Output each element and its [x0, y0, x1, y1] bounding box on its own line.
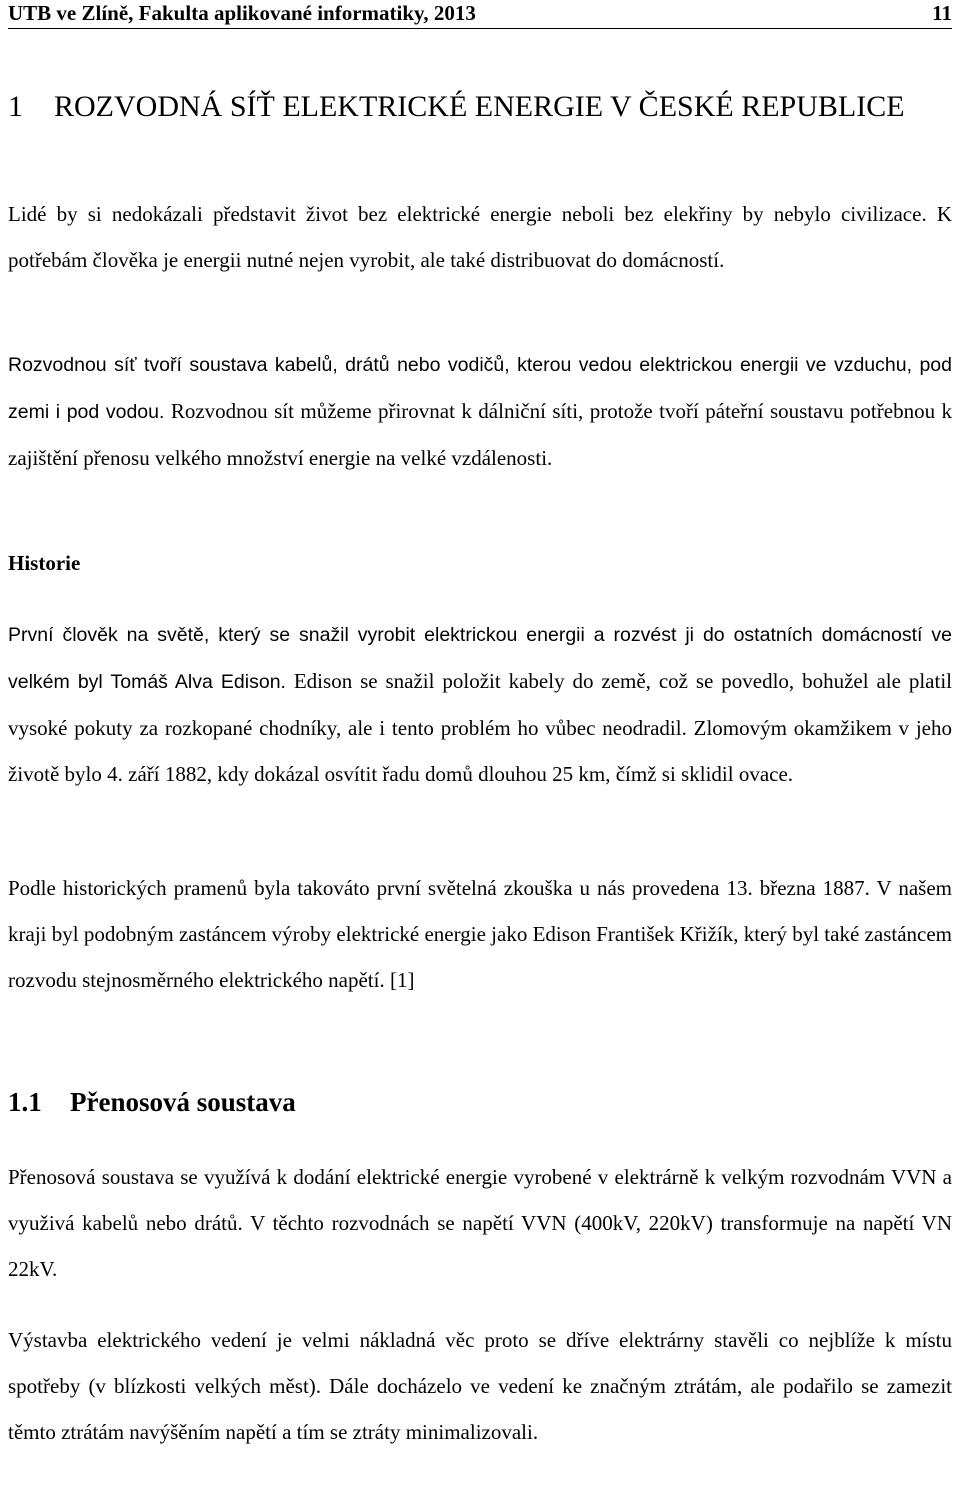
paragraph-intro-1: Lidé by si nedokázali představit život bez elektrické energie neboli bez elekřiny by nebylo civilizace. K potřebám člověka je energii nutné nejen vyrobit, ale také distribuovat do domácností. — [8, 202, 952, 272]
running-header — [8, 0, 952, 29]
paragraph-history-2: Podle historických pramenů byla takováto první světelná zkouška u nás provedena 13. března 1887. V našem kraji byl podobným zastáncem výroby elektrické energie jako Edison František Křižík, který byl také zastáncem rozvodu stejnosměrného elektrického napětí. [1] — [8, 876, 952, 992]
header-title: UTB ve Zlíně, Fakulta aplikované informatiky, 2013 — [8, 1, 476, 25]
paragraph-intro-2-part-2: Rozvodnou sít můžeme přirovnat k dálniční síti, protože tvoří páteřní soustavu potřebnou k zajištění přenosu velkého množství energie na velké vzdálenosti. — [8, 399, 953, 470]
paragraph-intro-2-part-1: Rozvodnou síť tvoří soustava kabelů, drátů nebo vodičů, kterou vedou elektrickou energii ve vzduchu, pod zemi i pod vodou. — [8, 354, 952, 423]
paragraph-transmission-2: Výstavba elektrického vedení je velmi nákladná věc proto se dříve elektrárny stavěli co nejblíže k místu spotřeby (v blízkosti velkých měst). Dále docházelo ve vedení ke značným ztrátám, ale podařilo se zamezit těmto ztrátám navýšěním napětí a tím se ztráty minimalizovali. — [8, 1328, 952, 1444]
paragraph-intro-2 — [8, 341, 952, 481]
chapter-title-text: ROZVODNÁ SÍŤ ELEKTRICKÉ ENERGIE V ČESKÉ REPUBLICE — [54, 90, 905, 123]
section-number: 1.1 — [8, 1087, 42, 1117]
section-title-text: Přenosová soustava — [70, 1087, 296, 1117]
paragraph-transmission-1: Přenosová soustava se využívá k dodání elektrické energie vyrobené v elektrárně k velkým rozvodnám VVN a využivá kabelů nebo drátů. V těchto rozvodnách se napětí VVN (400kV, 220kV) transformuje na napětí VN 22kV. — [8, 1165, 952, 1281]
chapter-number: 1 — [8, 90, 23, 123]
paragraph-history-1-part-2: Edison se snažil položit kabely do země, což se povedlo, bohužel ale platil vysoké pokuty za rozkopané chodníky, ale i tento problém ho vůbec neodradil. Zlomovým okamžikem v jeho životě bylo 4. září 1882, kdy dokázal osvítit řadu domů dlouhou 25 km, čímž si sklidil ovace. — [8, 669, 952, 786]
history-heading: Historie — [8, 551, 81, 575]
section-title — [8, 1082, 296, 1122]
paragraph-history-1-part-1: První člověk na světě, který se snažil vyrobit elektrickou energii a rozvést ji do ostatních domácností ve velkém byl Tomáš Alva Edison. — [8, 624, 952, 693]
chapter-title — [8, 80, 952, 134]
page-number: 11 — [932, 1, 952, 25]
paragraph-history-1 — [8, 611, 952, 797]
